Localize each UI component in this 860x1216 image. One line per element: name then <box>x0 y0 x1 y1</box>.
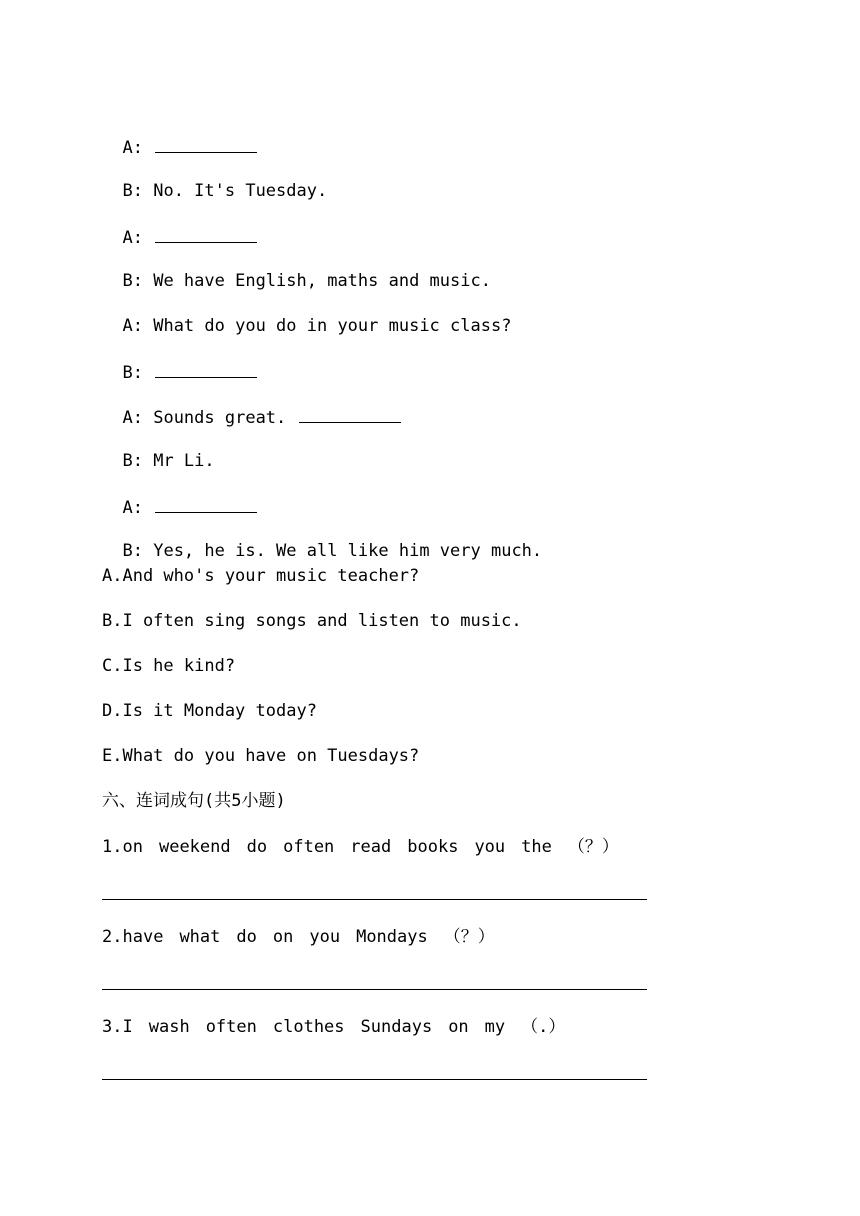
speaker-label: B: <box>122 271 143 291</box>
question-3 <box>102 1017 565 1037</box>
word: do <box>246 837 268 857</box>
answer-blank-5[interactable] <box>155 496 257 513</box>
speaker-label: B: <box>122 363 143 383</box>
word: read <box>350 837 392 857</box>
speaker-label: A: <box>122 138 143 158</box>
speaker-label: B: <box>122 451 143 471</box>
word: Sundays <box>360 1017 433 1037</box>
answer-blank-2[interactable] <box>155 226 257 243</box>
dialogue-line-9 <box>102 476 257 518</box>
dialogue-line-10 <box>102 521 543 561</box>
dialogue-line-3 <box>102 206 257 248</box>
word: on <box>272 927 294 947</box>
answer-line-2[interactable] <box>102 989 647 990</box>
dialogue-line-6 <box>102 341 257 383</box>
dialogue-line-8 <box>102 431 215 471</box>
word: you <box>309 927 341 947</box>
question-number: 1. <box>102 837 123 857</box>
word: what <box>179 927 221 947</box>
word: the <box>521 837 552 857</box>
word: books <box>407 837 459 857</box>
word: my <box>484 1017 506 1037</box>
word: Mondays <box>356 927 428 947</box>
word: on <box>122 837 143 857</box>
speaker-label: B: <box>122 181 143 201</box>
word: weekend <box>158 837 231 857</box>
speaker-label: A: <box>122 316 143 336</box>
speaker-label: A: <box>122 408 143 428</box>
answer-line-3[interactable] <box>102 1079 647 1080</box>
speaker-label: B: <box>122 541 143 561</box>
word: you <box>474 837 506 857</box>
dialogue-text: What do you do in your music class? <box>153 316 512 336</box>
answer-blank-4[interactable] <box>299 406 401 423</box>
word: have <box>122 927 164 947</box>
dialogue-line-2 <box>102 161 328 201</box>
answer-line-1[interactable] <box>102 899 647 900</box>
question-number: 2. <box>102 927 123 947</box>
dialogue-line-7 <box>102 386 401 428</box>
punctuation: （？） <box>443 927 495 947</box>
word: often <box>205 1017 257 1037</box>
option-a: A.And who's your music teacher? <box>102 566 420 586</box>
answer-blank-3[interactable] <box>155 361 257 378</box>
word: on <box>448 1017 469 1037</box>
word: I <box>122 1017 133 1037</box>
word: wash <box>148 1017 190 1037</box>
option-e: E.What do you have on Tuesdays? <box>102 746 420 766</box>
question-2 <box>102 927 495 947</box>
speaker-label: A: <box>122 228 143 248</box>
word: often <box>283 837 335 857</box>
option-c: C.Is he kind? <box>102 656 236 676</box>
speaker-label: A: <box>122 498 143 518</box>
dialogue-text: Sounds great. <box>153 408 287 428</box>
dialogue-text: We have English, maths and music. <box>153 271 491 291</box>
word: clothes <box>272 1017 345 1037</box>
word: do <box>236 927 257 947</box>
answer-blank-1[interactable] <box>155 136 257 153</box>
question-1 <box>102 837 619 857</box>
dialogue-text: No. It's Tuesday. <box>153 181 328 201</box>
dialogue-text: Mr Li. <box>153 451 215 471</box>
punctuation: （.） <box>521 1017 566 1037</box>
dialogue-line-5 <box>102 296 512 336</box>
dialogue-text: Yes, he is. We all like him very much. <box>153 541 543 561</box>
option-b: B.I often sing songs and listen to music. <box>102 611 522 631</box>
option-d: D.Is it Monday today? <box>102 701 317 721</box>
section-title: 六、连词成句(共5小题) <box>102 791 286 811</box>
question-number: 3. <box>102 1017 123 1037</box>
dialogue-line-4 <box>102 251 491 291</box>
dialogue-line-1 <box>102 116 257 158</box>
punctuation: （？） <box>567 837 619 857</box>
